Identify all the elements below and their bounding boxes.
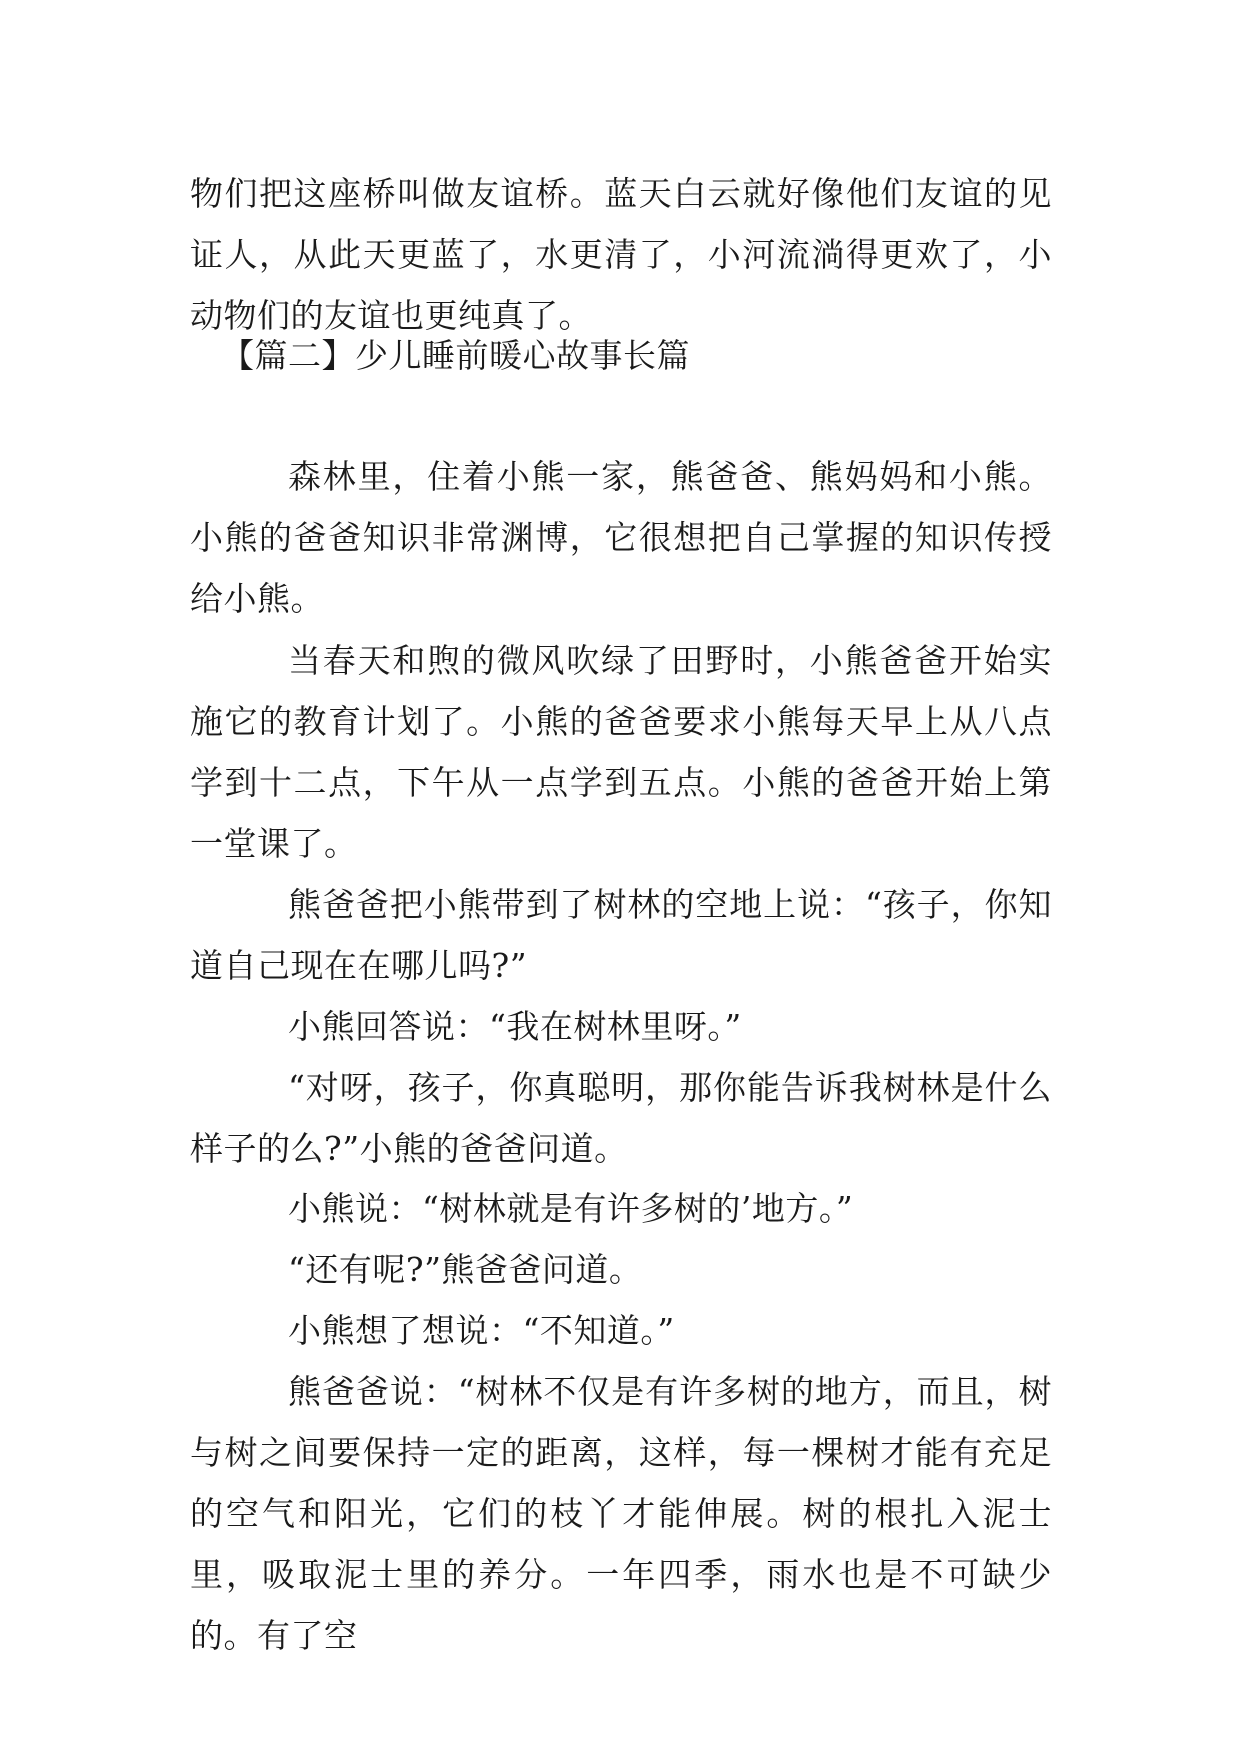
paragraph-9: 熊爸爸说：“树林不仅是有许多树的地方，而且，树与树之间要保持一定的距离，这样，每一棵树才能有充足的空气和阳光，它们的枝丫才能伸展。树的根扎入泥士里，吸取泥士里的养分。一年四季，雨水也是不可缺少的。有了空 — [190, 1372, 1052, 1655]
paragraph-5: “对呀，孩子，你真聪明，那你能告诉我树林是什么样子的么?”小熊的爸爸问道。 — [190, 1068, 1052, 1168]
paragraph-3: 熊爸爸把小熊带到了树林的空地上说：“孩子，你知道自己现在在哪儿吗?” — [190, 885, 1052, 985]
paragraph-continued: 物们把这座桥叫做友谊桥。蓝天白云就好像他们友谊的见证人，从此天更蓝了，水更清了，小河流淌得更欢了，小动物们的友谊也更纯真了。 — [190, 174, 1052, 335]
paragraph-2: 当春天和煦的微风吹绿了田野时，小熊爸爸开始实施它的教育计划了。小熊的爸爸要求小熊每天早上从八点学到十二点，下午从一点学到五点。小熊的爸爸开始上第一堂课了。 — [190, 641, 1052, 863]
paragraph-8: 小熊想了想说：“不知道。” — [288, 1311, 675, 1350]
paragraph-4: 小熊回答说：“我在树林里呀。” — [288, 1007, 742, 1046]
paragraph-1: 森林里，住着小熊一家，熊爸爸、熊妈妈和小熊。小熊的爸爸知识非常渊博，它很想把自己掌握的知识传授给小熊。 — [190, 457, 1052, 618]
paragraph-7: “还有呢?”熊爸爸问道。 — [288, 1250, 643, 1289]
section-heading: 【篇二】少儿睡前暖心故事长篇 — [221, 336, 690, 375]
paragraph-6: 小熊说：“树林就是有许多树的’地方。” — [288, 1189, 854, 1228]
